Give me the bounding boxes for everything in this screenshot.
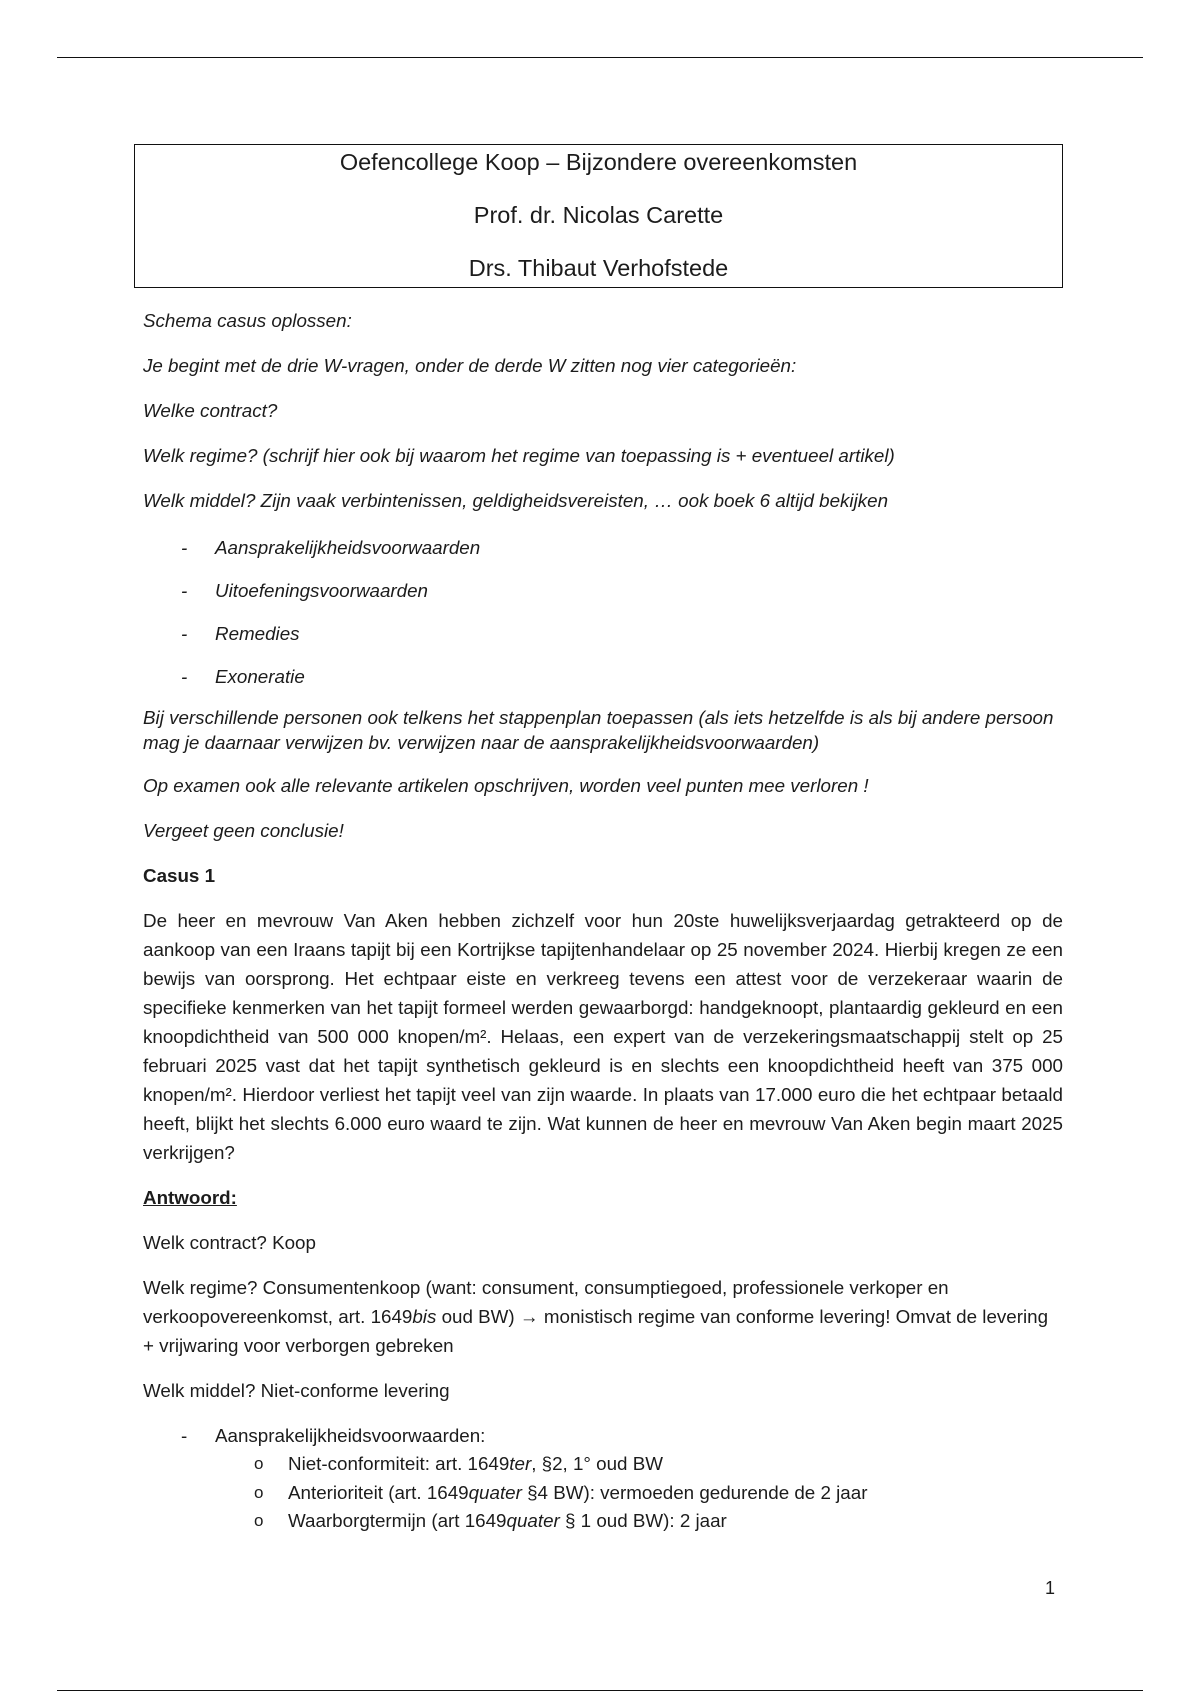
schema-note-articles: Op examen ook alle relevante artikelen opschrijven, worden veel punten mee verloren ! <box>143 775 869 796</box>
subitem-text: Niet-conformiteit: art. 1649 <box>288 1453 510 1474</box>
subitem-italic: quater <box>506 1510 560 1531</box>
list-item: - Aansprakelijkheidsvoorwaarden: <box>143 1421 1063 1450</box>
schema-categories <box>143 533 1063 691</box>
page-number: 1 <box>1045 1578 1056 1598</box>
answer-subitems <box>143 1450 1063 1536</box>
casus-text: De heer en mevrouw Van Aken hebben zichzelf voor hun 20ste huwelijksverjaardag getrakteerd op de aankoop van een Iraans tapijt bij een Kortrijkse tapijtenhandelaar op 25 november 2024. Hierbij kregen ze een bewijs van oorsprong. Het echtpaar eiste en verkreeg tevens een attest voor de verzekeraar waarin de specifieke kenmerken van het tapijt formeel werden gewaarborgd: handgeknoopt, plantaardig gekleurd en een knoopdichtheid van 500 000 knopen/m². Helaas, een expert van de verzekeringsmaatschappij stelt op 25 februari 2025 vast dat het tapijt synthetisch gekleurd is en slechts een knoopdichtheid heeft van 375 000 knopen/m². Hierdoor verliest het tapijt veel van zijn waarde. In plaats van 17.000 euro die het echtpaar betaald heeft, blijkt het slechts 6.000 euro waard te zijn. Wat kunnen de heer en mevrouw Van Aken begin maart 2025 verkrijgen? <box>143 910 1063 1163</box>
author-professor: Prof. dr. Nicolas Carette <box>473 202 724 228</box>
subitem-text: Waarborgtermijn (art 1649 <box>288 1510 507 1531</box>
header-rule <box>57 57 1143 58</box>
schema-question-regime: Welk regime? (schrijf hier ook bij waarom het regime van toepassing is + eventueel artikel) <box>143 445 895 466</box>
list-item <box>143 1479 1063 1508</box>
answer-regime-text: Welk regime? Consumentenkoop (want: consument, consumptiegoed, professionele verkoper en verkoopovereenkomst, art. 1649 <box>143 1277 949 1327</box>
subitem-italic: quater <box>468 1481 522 1503</box>
answer-middel: Welk middel? Niet-conforme levering <box>143 1380 450 1401</box>
schema-note-persons: Bij verschillende personen ook telkens het stappenplan toepassen (als iets hetzelfde is als bij andere persoon mag je daarnaar verwijzen bv. verwijzen naar de aansprakelijkheidsvoorwaarden) <box>143 707 1054 753</box>
answer-regime-rest: oud BW) → monistisch regime van conforme levering! Omvat de levering + vrijwaring voor verborgen gebreken <box>143 1306 1049 1356</box>
list-item: - Aansprakelijkheidsvoorwaarden <box>143 533 1063 562</box>
list-item: - Exoneratie <box>143 662 1063 691</box>
list-item: - Remedies <box>143 619 1063 648</box>
subitem-italic: ter <box>509 1453 532 1474</box>
answer-bullets <box>143 1421 1063 1450</box>
answer-heading: Antwoord: <box>143 1187 237 1208</box>
answer-regime <box>143 1273 1063 1360</box>
list-item: - Uitoefeningsvoorwaarden <box>143 576 1063 605</box>
subitem-text: , §2, 1° oud BW <box>531 1453 663 1474</box>
casus-heading: Casus 1 <box>143 865 216 886</box>
schema-heading: Schema casus oplossen: <box>143 310 352 331</box>
schema-question-middel: Welk middel? Zijn vaak verbintenissen, geldigheidsvereisten, … ook boek 6 altijd bekijken <box>143 490 889 511</box>
answer-regime-bis: bis <box>412 1306 437 1327</box>
subitem-text: Anterioriteit (art. 1649 <box>288 1481 469 1503</box>
subitem-text: § 1 oud BW): 2 jaar <box>559 1510 727 1531</box>
schema-question-contract: Welke contract? <box>143 400 278 421</box>
schema-note-conclusion: Vergeet geen conclusie! <box>143 820 344 841</box>
document-body <box>143 306 1063 1536</box>
author-assistant: Drs. Thibaut Verhofstede <box>468 255 729 281</box>
subitem-text: §4 BW): vermoeden gedurende de 2 jaar <box>521 1481 868 1503</box>
document-title: Oefencollege Koop – Bijzondere overeenkomsten <box>339 149 858 175</box>
answer-contract: Welk contract? Koop <box>143 1232 316 1253</box>
list-item <box>143 1507 1063 1536</box>
title-box <box>134 144 1063 288</box>
schema-intro: Je begint met de drie W-vragen, onder de derde W zitten nog vier categorieën: <box>143 355 797 376</box>
footer-rule <box>57 1690 1143 1691</box>
list-item <box>143 1450 1063 1479</box>
